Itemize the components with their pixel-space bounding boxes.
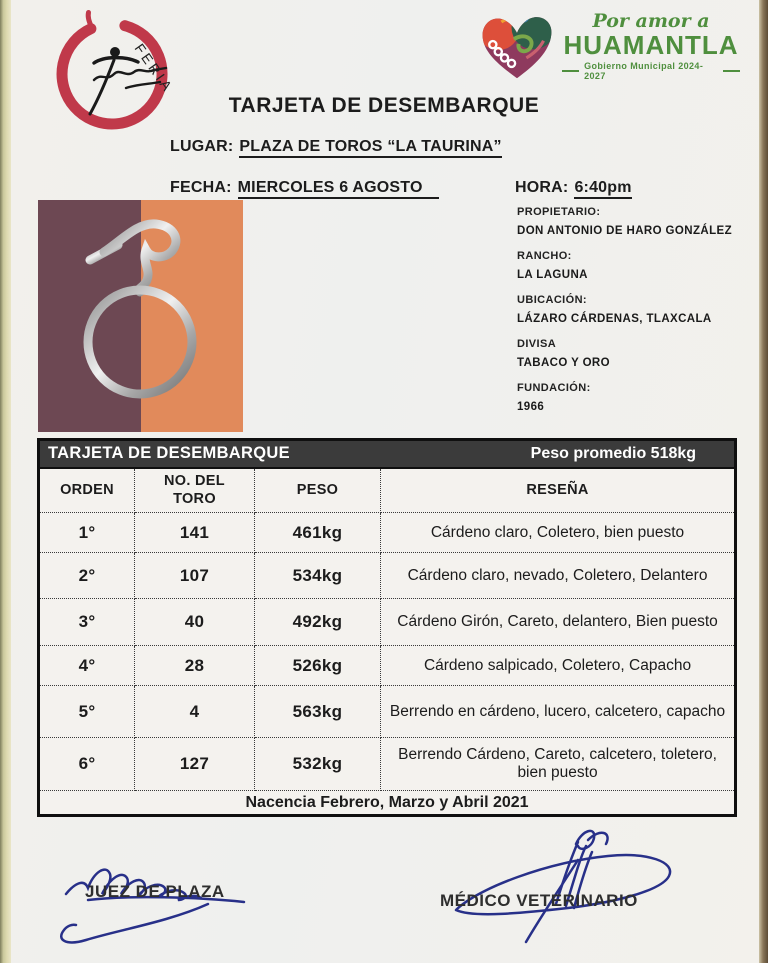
cell-resena: Berrendo Cárdeno, Careto, calcetero, toletero, bien puesto	[381, 738, 736, 791]
average-weight: Peso promedio 518kg	[530, 444, 697, 462]
ranch-item-fundacion	[517, 382, 752, 413]
col-peso: PESO	[255, 468, 381, 513]
cell-orden: 5°	[39, 686, 135, 738]
cell-orden: 6°	[39, 738, 135, 791]
cell-toro: 40	[135, 599, 255, 646]
huamantla-tagline: Por amor a	[592, 10, 710, 32]
cell-toro: 4	[135, 686, 255, 738]
bullfighter-figure-icon	[110, 47, 120, 57]
scan-edge-left	[0, 0, 11, 963]
cell-toro: 28	[135, 646, 255, 686]
cell-peso: 563kg	[255, 686, 381, 738]
scan-edge-right	[759, 0, 768, 963]
ranch-details	[517, 206, 752, 426]
rancho-label: RANCHO:	[517, 250, 572, 262]
medico-veterinario-label: MÉDICO VETERINARIO	[440, 891, 638, 910]
fundacion-value: 1966	[517, 401, 545, 413]
fecha-label: FECHA:	[170, 179, 232, 196]
cell-peso: 534kg	[255, 553, 381, 599]
svg-text:FERIA: FERIA	[131, 40, 177, 96]
cell-resena: Cárdeno claro, Coletero, bien puesto	[381, 513, 736, 553]
cell-resena: Cárdeno Girón, Careto, delantero, Bien puesto	[381, 599, 736, 646]
juez-de-plaza-label: JUEZ DE PLAZA	[85, 882, 225, 901]
ranch-item-rancho	[517, 250, 752, 281]
lugar-value: PLAZA DE TOROS “LA TAURINA”	[239, 138, 501, 158]
table-row	[39, 738, 736, 791]
lugar-label: LUGAR:	[170, 138, 234, 155]
rancho-value: LA LAGUNA	[517, 269, 588, 281]
table-footer-row	[39, 791, 736, 816]
field-fecha	[170, 179, 439, 197]
table-row	[39, 599, 736, 646]
cell-toro: 127	[135, 738, 255, 791]
ranch-item-ubicacion	[517, 294, 752, 325]
ubicacion-label: UBICACIÓN:	[517, 294, 587, 306]
ubicacion-value: LÁZARO CÁRDENAS, TLAXCALA	[517, 313, 712, 325]
huamantla-logo	[478, 10, 740, 92]
divisa-value: TABACO Y ORO	[517, 357, 610, 369]
cell-resena: Cárdeno salpicado, Coletero, Capacho	[381, 646, 736, 686]
cell-orden: 3°	[39, 599, 135, 646]
cell-toro: 107	[135, 553, 255, 599]
table-title: TARJETA DE DESEMBARQUE	[48, 444, 290, 463]
cell-toro: 141	[135, 513, 255, 553]
fecha-value: MIERCOLES 6 AGOSTO	[238, 179, 439, 199]
table-title-bar	[39, 440, 736, 468]
col-toro: NO. DEL TORO	[135, 468, 255, 513]
huamantla-heart-icon	[478, 10, 556, 84]
huamantla-name: HUAMANTLA	[563, 30, 739, 60]
ranch-brand-image	[38, 200, 243, 432]
nacencia-note: Nacencia Febrero, Marzo y Abril 2021	[39, 791, 736, 816]
veterinario-signature	[428, 818, 690, 946]
cell-peso: 492kg	[255, 599, 381, 646]
divisa-label: DIVISA	[517, 338, 557, 350]
propietario-label: PROPIETARIO:	[517, 206, 601, 218]
col-resena: RESEÑA	[381, 468, 736, 513]
ranch-item-propietario	[517, 206, 752, 237]
ranch-item-divisa	[517, 338, 752, 369]
cell-peso: 461kg	[255, 513, 381, 553]
field-lugar	[170, 138, 502, 156]
table-row	[39, 513, 736, 553]
cell-resena: Cárdeno claro, nevado, Coletero, Delantero	[381, 553, 736, 599]
table-header-row	[39, 468, 736, 513]
subtitle-dash-right	[723, 70, 740, 72]
huamantla-subtitle: Gobierno Municipal 2024-2027	[584, 60, 704, 81]
cell-resena: Berrendo en cárdeno, lucero, calcetero, capacho	[381, 686, 736, 738]
subtitle-dash-left	[562, 70, 579, 72]
cell-orden: 4°	[39, 646, 135, 686]
propietario-value: DON ANTONIO DE HARO GONZÁLEZ	[517, 225, 733, 237]
col-orden: ORDEN	[39, 468, 135, 513]
table-row	[39, 686, 736, 738]
table-row	[39, 646, 736, 686]
cell-peso: 532kg	[255, 738, 381, 791]
page-title: TARJETA DE DESEMBARQUE	[228, 94, 540, 117]
fundacion-label: FUNDACIÓN:	[517, 382, 591, 394]
cell-peso: 526kg	[255, 646, 381, 686]
desembarque-table	[37, 438, 737, 817]
table-row	[39, 553, 736, 599]
hora-value: 6:40pm	[574, 179, 631, 199]
hora-label: HORA:	[515, 179, 569, 196]
field-hora	[515, 179, 632, 197]
cell-orden: 2°	[39, 553, 135, 599]
cell-orden: 1°	[39, 513, 135, 553]
